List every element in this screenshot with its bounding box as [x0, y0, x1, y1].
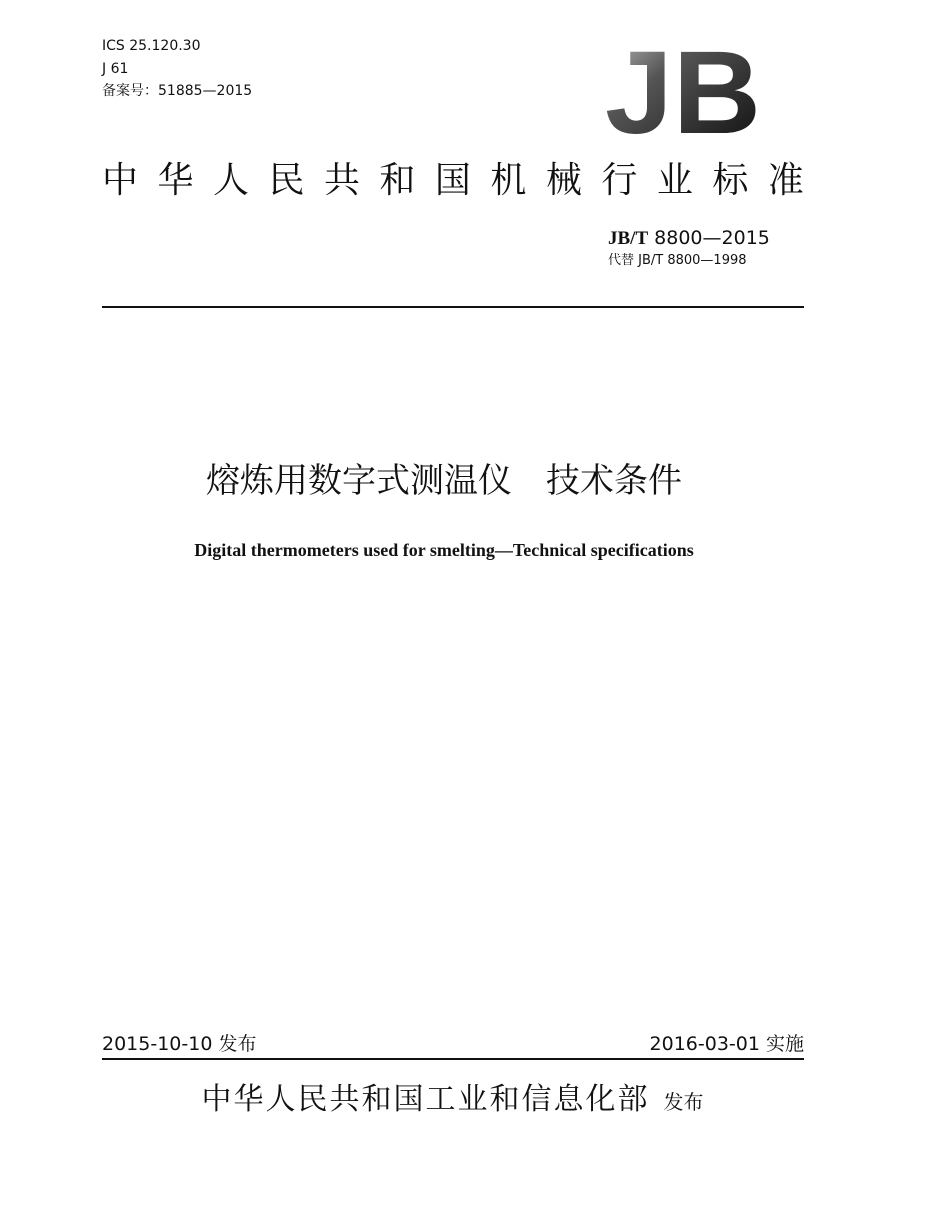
standard-prefix: JB/T — [608, 228, 649, 249]
implementation-date: 2016-03-01 实施 — [649, 1033, 804, 1055]
category-char: 行 — [601, 160, 638, 201]
standard-number-rest: 8800—2015 — [648, 227, 770, 249]
category-char: 机 — [490, 160, 527, 201]
standard-category — [102, 158, 804, 204]
document-title-en: Digital thermometers used for smelting—Technical specifications — [194, 540, 694, 560]
category-char: 人 — [212, 160, 249, 201]
document-title-cn: 熔炼用数字式测温仪 技术条件 — [206, 461, 682, 501]
category-char: 民 — [268, 160, 305, 201]
category-char: 共 — [323, 160, 360, 201]
category-char: 械 — [545, 160, 582, 201]
category-char: 标 — [712, 160, 749, 201]
publisher-action: 发布 — [663, 1090, 704, 1114]
record-number: 备案号：51885—2015 — [102, 83, 253, 99]
standard-number — [608, 226, 770, 251]
category-char: 中 — [102, 160, 139, 201]
jb-logo — [603, 40, 763, 138]
logo-text: JB — [605, 40, 761, 138]
publisher-line — [0, 1080, 905, 1122]
category-char: 华 — [157, 160, 194, 201]
replaces-note: 代替 JB/T 8800—1998 — [608, 253, 747, 268]
ics-code: ICS 25.120.30 — [102, 38, 201, 54]
ccs-code: J 61 — [102, 61, 129, 77]
category-char: 准 — [767, 160, 804, 201]
issue-date: 2015-10-10 发布 — [102, 1033, 257, 1055]
category-char: 国 — [434, 160, 471, 201]
bottom-divider — [102, 1058, 804, 1060]
top-divider — [102, 306, 804, 308]
publisher-name: 中华人民共和国工业和信息化部 — [201, 1082, 650, 1117]
category-char: 业 — [656, 160, 693, 201]
category-char: 和 — [379, 160, 416, 201]
